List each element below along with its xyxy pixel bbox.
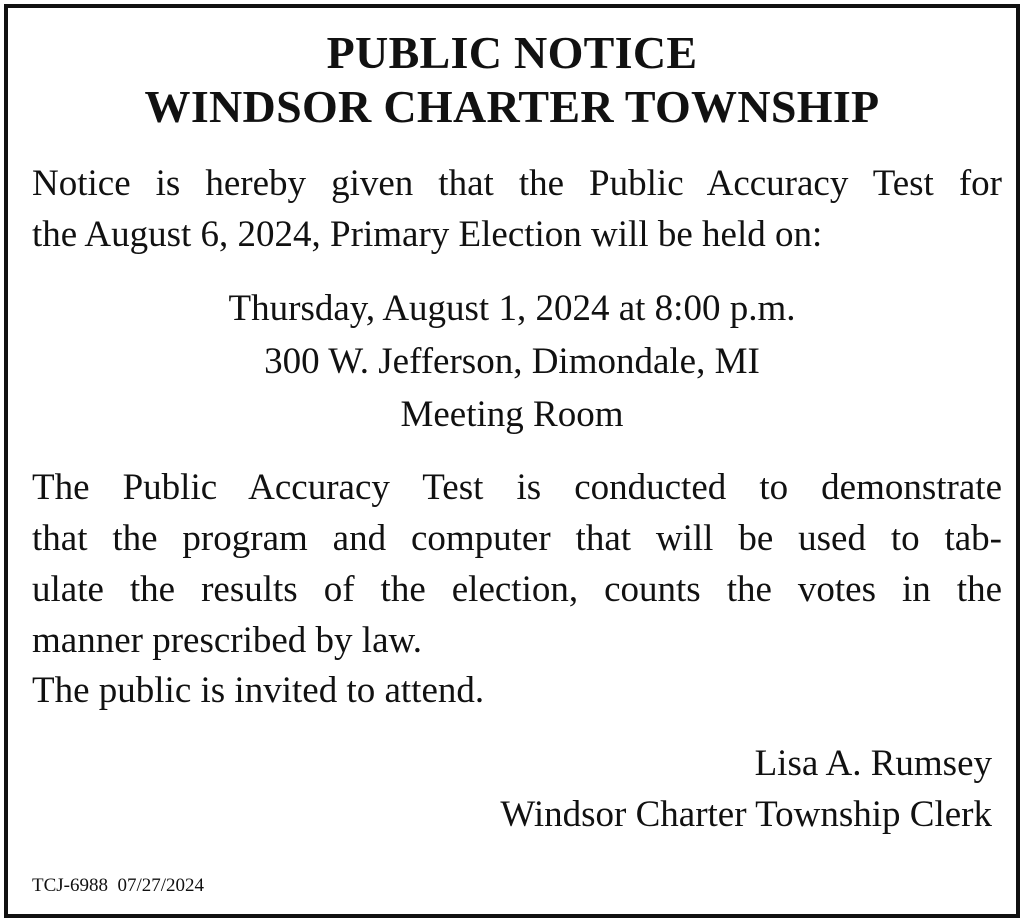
notice-title: PUBLIC NOTICE: [326, 27, 698, 78]
township-title: WINDSOR CHARTER TOWNSHIP: [144, 81, 880, 132]
signer-title: Windsor Charter Township Clerk: [500, 794, 992, 835]
ad-reference-code: TCJ-6988 07/27/2024: [32, 875, 205, 896]
invitation-paragraph: [32, 665, 1002, 716]
signer-name: Lisa A. Rumsey: [754, 743, 992, 784]
purpose-line: that the program and computer that will be used to tab-: [32, 518, 1002, 559]
event-date-time: Thursday, August 1, 2024 at 8:00 p.m.: [228, 288, 796, 329]
purpose-line: manner prescribed by law.: [32, 620, 423, 661]
purpose-line: The Public Accuracy Test is conducted to demonstrate: [32, 467, 1002, 508]
purpose-paragraph: [32, 462, 1002, 666]
signature-block: [500, 738, 992, 840]
intro-line: the August 6, 2024, Primary Election will be held on:: [32, 214, 823, 255]
event-address: 300 W. Jefferson, Dimondale, MI: [264, 341, 760, 382]
purpose-line: ulate the results of the election, counts the votes in the: [32, 569, 1002, 610]
intro-line: Notice is hereby given that the Public Accuracy Test for: [32, 163, 1002, 204]
invitation-line: The public is invited to attend.: [32, 670, 485, 711]
public-notice: [4, 4, 1020, 918]
event-details: [8, 282, 1016, 441]
intro-paragraph: [32, 158, 1002, 260]
event-room: Meeting Room: [400, 394, 624, 435]
